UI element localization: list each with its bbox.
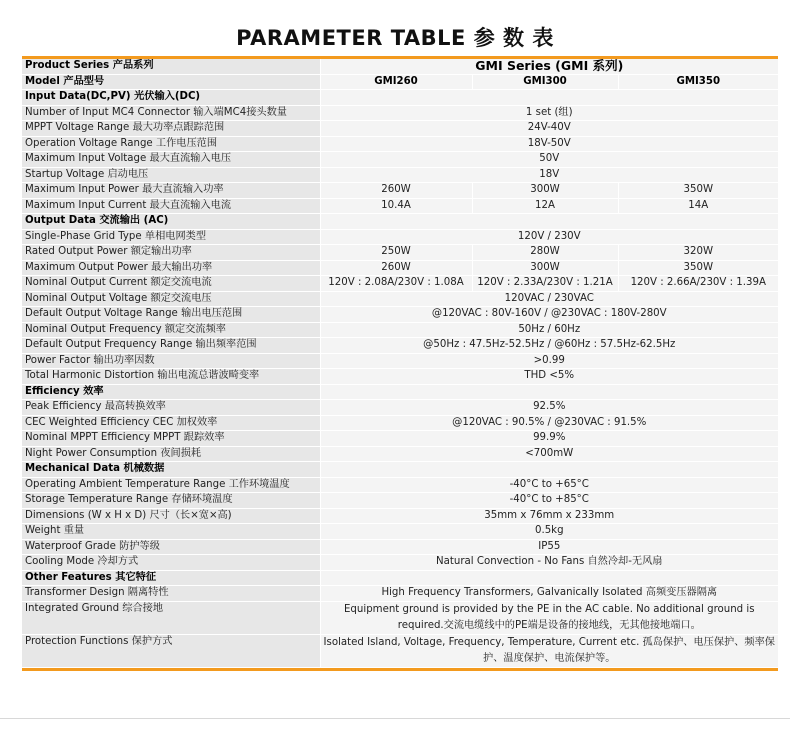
parameter-row <box>22 121 778 137</box>
parameter-label: Dimensions (W x H x D) 尺寸（长×宽×高) <box>22 508 320 524</box>
parameter-label: Maximum Input Power 最大直流输入功率 <box>22 183 320 199</box>
parameter-row <box>22 167 778 183</box>
parameter-value: 18V <box>320 167 778 183</box>
section-blank-cell <box>320 462 778 478</box>
parameter-label: Protection Functions 保护方式 <box>22 634 320 667</box>
parameter-label: Waterproof Grade 防护等级 <box>22 539 320 555</box>
parameter-row <box>22 446 778 462</box>
parameter-value-model-2: 280W <box>472 245 618 261</box>
parameter-value: IP55 <box>320 539 778 555</box>
parameter-row <box>22 601 778 634</box>
parameter-row <box>22 291 778 307</box>
section-title: Input Data(DC,PV) 光伏输入(DC) <box>22 90 320 106</box>
parameter-value: 50Hz / 60Hz <box>320 322 778 338</box>
parameter-row <box>22 307 778 323</box>
parameter-value-model-1: 250W <box>320 245 472 261</box>
parameter-label: MPPT Voltage Range 最大功率点跟踪范围 <box>22 121 320 137</box>
parameter-row <box>22 477 778 493</box>
section-header-row <box>22 462 778 478</box>
section-header-row <box>22 384 778 400</box>
parameter-label: Transformer Design 隔离特性 <box>22 586 320 602</box>
parameter-value: -40°C to +65°C <box>320 477 778 493</box>
parameter-row <box>22 493 778 509</box>
parameter-value-model-1: 260W <box>320 260 472 276</box>
section-blank-cell <box>320 90 778 106</box>
parameter-label: Operating Ambient Temperature Range 工作环境温度 <box>22 477 320 493</box>
parameter-label: Nominal Output Voltage 额定交流电压 <box>22 291 320 307</box>
parameter-label: Peak Efficiency 最高转换效率 <box>22 400 320 416</box>
section-title: Mechanical Data 机械数据 <box>22 462 320 478</box>
parameter-label: CEC Weighted Efficiency CEC 加权效率 <box>22 415 320 431</box>
parameter-value: 99.9% <box>320 431 778 447</box>
parameter-value-model-3: 350W <box>618 183 778 199</box>
model-gmi350: GMI350 <box>618 74 778 90</box>
section-blank-cell <box>320 384 778 400</box>
section-title: Output Data 交流输出 (AC) <box>22 214 320 230</box>
product-series-value: GMI Series (GMI 系列) <box>320 59 778 74</box>
parameter-row <box>22 634 778 667</box>
parameter-value: @120VAC : 90.5% / @230VAC : 91.5% <box>320 415 778 431</box>
parameter-value: THD <5% <box>320 369 778 385</box>
parameter-row <box>22 586 778 602</box>
parameter-label: Nominal Output Frequency 额定交流频率 <box>22 322 320 338</box>
parameter-value: 50V <box>320 152 778 168</box>
model-row <box>22 74 778 90</box>
parameter-value-model-1: 120V : 2.08A/230V : 1.08A <box>320 276 472 292</box>
parameter-row <box>22 369 778 385</box>
parameter-value-model-3: 320W <box>618 245 778 261</box>
parameter-value: Natural Convection - No Fans 自然冷却-无风扇 <box>320 555 778 571</box>
parameter-row <box>22 555 778 571</box>
parameter-row <box>22 322 778 338</box>
section-blank-cell <box>320 214 778 230</box>
parameter-label: Maximum Input Voltage 最大直流输入电压 <box>22 152 320 168</box>
parameter-value-model-3: 14A <box>618 198 778 214</box>
parameter-row <box>22 415 778 431</box>
parameter-row <box>22 353 778 369</box>
parameter-label: Nominal MPPT Efficiency MPPT 跟踪效率 <box>22 431 320 447</box>
parameter-value: Equipment ground is provided by the PE in the AC cable. No additional ground is required.交流电缆线中的PE端是设备的接地线，无其他接地端口。 <box>320 601 778 634</box>
page-title: PARAMETER TABLE 参 数 表 <box>236 26 554 50</box>
parameter-label: Number of Input MC4 Connector 输入端MC4接头数量 <box>22 105 320 121</box>
parameter-row <box>22 105 778 121</box>
parameter-value: @50Hz : 47.5Hz-52.5Hz / @60Hz : 57.5Hz-62.5Hz <box>320 338 778 354</box>
parameter-label: Night Power Consumption 夜间损耗 <box>22 446 320 462</box>
section-header-row <box>22 90 778 106</box>
parameter-value: 24V-40V <box>320 121 778 137</box>
parameter-value-model-3: 120V : 2.66A/230V : 1.39A <box>618 276 778 292</box>
parameter-row <box>22 198 778 214</box>
section-header-row <box>22 214 778 230</box>
parameter-label: Maximum Input Current 最大直流输入电流 <box>22 198 320 214</box>
parameter-row <box>22 431 778 447</box>
model-gmi260: GMI260 <box>320 74 472 90</box>
product-series-label: Product Series 产品系列 <box>22 59 320 74</box>
section-title: Other Features 其它特征 <box>22 570 320 586</box>
section-blank-cell <box>320 570 778 586</box>
parameter-row <box>22 229 778 245</box>
parameter-row <box>22 400 778 416</box>
parameter-value-model-2: 300W <box>472 183 618 199</box>
model-gmi300: GMI300 <box>472 74 618 90</box>
parameter-row <box>22 183 778 199</box>
parameter-value: >0.99 <box>320 353 778 369</box>
parameter-label: Weight 重量 <box>22 524 320 540</box>
parameter-value-model-2: 120V : 2.33A/230V : 1.21A <box>472 276 618 292</box>
section-title: Efficiency 效率 <box>22 384 320 400</box>
parameter-label: Operation Voltage Range 工作电压范围 <box>22 136 320 152</box>
parameter-value: 18V-50V <box>320 136 778 152</box>
parameter-value: 1 set (组) <box>320 105 778 121</box>
parameter-value: 92.5% <box>320 400 778 416</box>
parameter-row <box>22 508 778 524</box>
parameter-label: Total Harmonic Distortion 输出电流总谐波畸变率 <box>22 369 320 385</box>
parameter-value: <700mW <box>320 446 778 462</box>
parameter-value: 120VAC / 230VAC <box>320 291 778 307</box>
model-label: Model 产品型号 <box>22 74 320 90</box>
parameter-value: 120V / 230V <box>320 229 778 245</box>
parameter-value: 35mm x 76mm x 233mm <box>320 508 778 524</box>
parameter-value-model-3: 350W <box>618 260 778 276</box>
parameter-table-container <box>22 56 778 671</box>
parameter-label: Default Output Voltage Range 输出电压范围 <box>22 307 320 323</box>
parameter-label: Startup Voltage 启动电压 <box>22 167 320 183</box>
parameter-row <box>22 245 778 261</box>
product-series-row <box>22 59 778 74</box>
parameter-value: High Frequency Transformers, Galvanically Isolated 高频变压器隔离 <box>320 586 778 602</box>
parameter-label: Storage Temperature Range 存储环境温度 <box>22 493 320 509</box>
section-header-row <box>22 570 778 586</box>
parameter-label: Nominal Output Current 额定交流电流 <box>22 276 320 292</box>
parameter-row <box>22 338 778 354</box>
parameter-label: Integrated Ground 综合接地 <box>22 601 320 634</box>
parameter-label: Cooling Mode 冷却方式 <box>22 555 320 571</box>
parameter-label: Rated Output Power 额定输出功率 <box>22 245 320 261</box>
parameter-table <box>22 59 778 668</box>
parameter-value-model-2: 12A <box>472 198 618 214</box>
parameter-value-model-1: 260W <box>320 183 472 199</box>
parameter-value: -40°C to +85°C <box>320 493 778 509</box>
parameter-value-model-2: 300W <box>472 260 618 276</box>
parameter-row <box>22 136 778 152</box>
parameter-label: Maximum Output Power 最大输出功率 <box>22 260 320 276</box>
parameter-label: Power Factor 输出功率因数 <box>22 353 320 369</box>
parameter-row <box>22 152 778 168</box>
parameter-value: @120VAC : 80V-160V / @230VAC : 180V-280V <box>320 307 778 323</box>
parameter-table-body <box>22 59 778 667</box>
parameter-value: Isolated Island, Voltage, Frequency, Temperature, Current etc. 孤岛保护、电压保护、频率保护、温度保护、电流保护等。 <box>320 634 778 667</box>
parameter-value-model-1: 10.4A <box>320 198 472 214</box>
parameter-row <box>22 276 778 292</box>
bottom-divider <box>0 718 790 719</box>
parameter-value: 0.5kg <box>320 524 778 540</box>
parameter-row <box>22 539 778 555</box>
parameter-row <box>22 260 778 276</box>
parameter-label: Single-Phase Grid Type 单相电网类型 <box>22 229 320 245</box>
parameter-row <box>22 524 778 540</box>
parameter-label: Default Output Frequency Range 输出频率范围 <box>22 338 320 354</box>
